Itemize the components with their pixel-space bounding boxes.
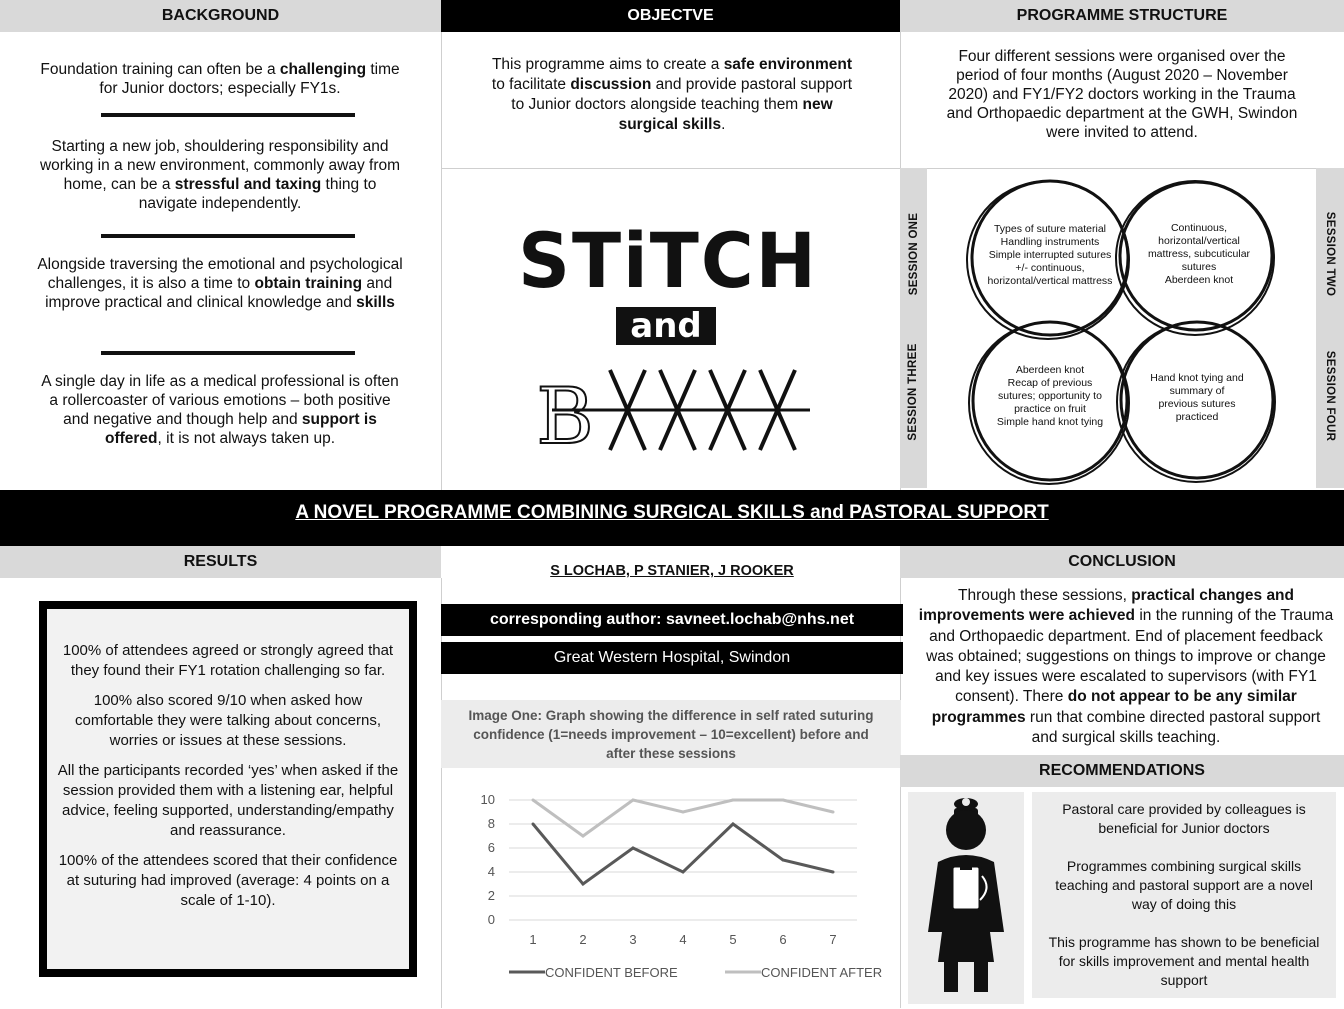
data-point	[582, 883, 585, 886]
stitch-and-logo	[520, 205, 820, 465]
result-item: 100% also scored 9/10 when asked how comfortable they were talking about concerns, worries or issues at these sessions.	[75, 692, 381, 749]
y-tick-label: 2	[487, 888, 495, 903]
legend-label: CONFIDENT AFTER	[761, 965, 883, 980]
x-tick-label: 4	[679, 932, 687, 947]
data-point	[782, 799, 785, 802]
separator	[101, 234, 355, 238]
data-point	[632, 799, 635, 802]
programme-structure-header: PROGRAMME STRUCTURE	[900, 0, 1344, 32]
session-three-content: Aberdeen knot Recap of previous sutures; opportunity to practice on fruit Simple hand knot tying	[996, 364, 1104, 428]
legend-label: CONFIDENT BEFORE	[545, 965, 678, 980]
session-four-label: SESSION FOUR	[1324, 350, 1336, 442]
y-tick-label: 8	[487, 816, 495, 831]
result-item: All the participants recorded ‘yes’ when asked if the session provided them with a listening ear, helpful advice, feeling supported, understanding/empathy and reassurance.	[57, 762, 399, 839]
recommendation-item: Programmes combining surgical skills teaching and pastoral support are a novel way of doing this	[1055, 858, 1313, 912]
authors: S LOCHAB, P STANIER, J ROOKER	[550, 563, 794, 579]
logo-b: B	[536, 372, 594, 462]
data-point	[732, 823, 735, 826]
conclusion-header: CONCLUSION	[900, 546, 1344, 578]
data-point	[832, 811, 835, 814]
doctor-illustration	[908, 792, 1024, 1004]
data-point	[682, 811, 685, 814]
recommendations-box	[1032, 792, 1336, 998]
result-item: 100% of attendees agreed or strongly agreed that they found their FY1 rotation challenging so far.	[62, 642, 394, 679]
y-tick-label: 6	[487, 840, 495, 855]
session-four-content: Hand knot tying and summary of previous sutures practiced	[1150, 372, 1244, 423]
y-tick-label: 10	[480, 792, 495, 807]
x-tick-label: 7	[829, 932, 837, 947]
data-point	[782, 859, 785, 862]
results-box	[39, 601, 417, 977]
recommendation-item: Pastoral care provided by colleagues is beneficial for Junior doctors	[1062, 801, 1306, 836]
session-one-label: SESSION ONE	[908, 212, 920, 296]
session-three-label: SESSION THREE	[907, 343, 919, 441]
conclusion-text: Through these sessions, practical changes and improvements were achieved in the running of the Trauma and Orthopaedic department. End of placement feedback was obtained; suggestions on things to improve or change and key issues were escalated to supervisors (with FY1 consent). There do not appear to be any similar programmes run that combine directed pastoral support and surgical skills teaching.	[918, 587, 1334, 747]
session-circles	[927, 168, 1316, 488]
divider	[441, 32, 442, 490]
objective-header: OBJECTVE	[441, 0, 900, 32]
x-tick-label: 6	[779, 932, 787, 947]
session-side-left	[900, 168, 927, 488]
background-paragraph-4: A single day in life as a medical professional is often a rollercoaster of various emotions – both positive and negative and though help and support is offered, it is not always taken up.	[41, 373, 399, 447]
series-line-after	[533, 800, 833, 836]
data-point	[582, 835, 585, 838]
background-paragraph-3: Alongside traversing the emotional and psychological challenges, it is also a time to obtain training and improve practical and clinical knowledge and skills	[37, 256, 403, 311]
session-two-content: Continuous, horizontal/vertical mattress, subcuticular sutures Aberdeen knot	[1147, 222, 1251, 286]
hospital: Great Western Hospital, Swindon	[441, 642, 903, 674]
data-point	[832, 871, 835, 874]
recommendation-item: This programme has shown to be beneficial for skills improvement and mental health support	[1048, 934, 1320, 988]
session-two-label: SESSION TWO	[1324, 211, 1336, 297]
title-banner: A NOVEL PROGRAMME COMBINING SURGICAL SKILLS and PASTORAL SUPPORT	[0, 490, 1344, 546]
background-paragraph-1: Foundation training can often be a challenging time for Junior doctors; especially FY1s.	[40, 61, 400, 97]
separator	[101, 351, 355, 355]
logo-title: STiTCH	[520, 217, 818, 306]
logo-and: and	[630, 306, 702, 346]
background-paragraph-2: Starting a new job, shouldering responsibility and working in a new environment, commonly away from home, can be a stressful and taxing thing to navigate independently.	[39, 138, 401, 212]
data-point	[732, 799, 735, 802]
separator	[101, 113, 355, 117]
x-tick-label: 5	[729, 932, 737, 947]
recommendations-header: RECOMMENDATIONS	[900, 755, 1344, 787]
objective-text: This programme aims to create a safe environment to facilitate discussion and provide pastoral support to Junior doctors alongside teaching them new surgical skills.	[491, 56, 853, 133]
programme-structure-text: Four different sessions were organised over the period of four months (August 2020 – November 2020) and FY1/FY2 doctors working in the Trauma and Orthopaedic department at the GWH, Swindon were invited to attend.	[946, 48, 1298, 141]
x-tick-label: 3	[629, 932, 637, 947]
result-item: 100% of the attendees scored that their confidence at suturing had improved (average: 4 points on a scale of 1-10).	[58, 852, 398, 909]
data-point	[682, 871, 685, 874]
session-side-right	[1316, 168, 1344, 488]
data-point	[532, 799, 535, 802]
data-point	[632, 847, 635, 850]
data-point	[532, 823, 535, 826]
results-header: RESULTS	[0, 546, 441, 578]
doctor-icon	[908, 792, 1024, 1004]
corresponding-author: corresponding author: savneet.lochab@nhs.net	[441, 604, 903, 636]
x-tick-label: 2	[579, 932, 587, 947]
x-tick-label: 1	[529, 932, 537, 947]
background-header: BACKGROUND	[0, 0, 441, 32]
y-tick-label: 0	[487, 912, 495, 927]
figure-caption: Image One: Graph showing the difference in self rated suturing confidence (1=needs improvement – 10=excellent) before and after these sessions	[441, 700, 901, 768]
session-one-content: Types of suture material Handling instruments Simple interrupted sutures +/- continuous, horizontal/vertical mattress	[987, 223, 1113, 287]
confidence-chart	[441, 772, 901, 1008]
y-tick-label: 4	[487, 864, 495, 879]
